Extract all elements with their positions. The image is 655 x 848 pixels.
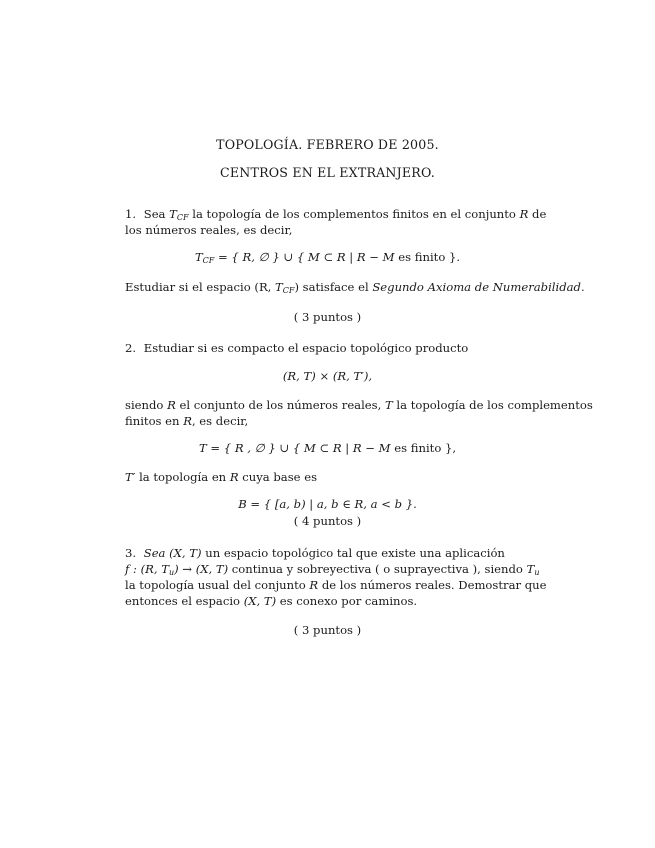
p3-symbol-T: T xyxy=(526,562,535,576)
formula-subscript-cf: CF xyxy=(202,256,215,265)
subscript-cf: CF xyxy=(176,213,189,222)
problem-2-product xyxy=(0,368,655,384)
p2-symbol-T: T xyxy=(385,398,393,412)
problem-2-line-4-a: finitos en xyxy=(125,414,180,428)
problem-3-line-2-b: ) → (X, T) xyxy=(174,562,229,576)
problem-2-formula-rhs: es finito }, xyxy=(394,441,457,455)
problem-1-text-b: la topología de los complementos finitos en el conjunto xyxy=(192,207,516,221)
problem-2-points: ( 4 puntos ) xyxy=(293,514,362,528)
problem-3-line-3-a: la topología usual del conjunto xyxy=(125,578,306,592)
subscript-u: u xyxy=(168,568,175,577)
symbol-T: T xyxy=(169,207,177,221)
problem-2-formula xyxy=(0,440,655,456)
problem-2-line-3-c: la topología de los complementos xyxy=(396,398,593,412)
problem-3-line-1-a: Sea (X, T) xyxy=(143,546,202,560)
problem-1-study xyxy=(125,279,585,299)
symbol-R: R xyxy=(519,207,529,221)
problem-3-line-4-a: entonces el espacio xyxy=(125,594,241,608)
p2-symbol-R-3: R xyxy=(229,470,239,484)
problem-3-line-3 xyxy=(125,577,546,593)
study-symbol-T: T xyxy=(275,280,283,294)
problem-2-line-1 xyxy=(125,340,468,356)
problem-3-line-4-c: es conexo por caminos. xyxy=(279,594,418,608)
study-subscript-cf: CF xyxy=(282,286,295,295)
problem-3-line-4-b: (X, T) xyxy=(243,594,277,608)
problem-3-line-3-b: de los números reales. Demostrar que xyxy=(321,578,547,592)
problem-2-line-5-c: cuya base es xyxy=(242,470,318,484)
exam-subtitle: CENTROS EN EL EXTRANJERO. xyxy=(220,165,435,180)
formula-symbol-T: T xyxy=(194,250,203,264)
exam-title: TOPOLOGÍA. FEBRERO DE 2005. xyxy=(216,137,439,152)
problem-1-line-2: los números reales, es decir, xyxy=(125,223,293,237)
problem-1-study-a: Estudiar si el espacio (R, xyxy=(125,280,272,294)
p2-symbol-R: R xyxy=(167,398,176,412)
problem-3-line-1-b: un espacio topológico tal que existe una aplicación xyxy=(205,546,505,560)
problem-1-axiom: Segundo Axioma de Numerabilidad. xyxy=(372,280,585,294)
problem-2-number: 2. xyxy=(125,341,137,355)
problem-1-formula xyxy=(0,249,655,269)
problem-2-line-4-b: , es decir, xyxy=(191,414,249,428)
problem-2-line-4 xyxy=(125,413,248,429)
problem-2-line-3-a: siendo xyxy=(125,398,164,412)
p2-symbol-T-prime: T′ xyxy=(125,470,136,484)
problem-2-line-3 xyxy=(125,397,593,413)
subscript-u-2: u xyxy=(534,568,540,577)
problem-2-line-5 xyxy=(125,469,317,485)
problem-1-number: 1. xyxy=(125,207,137,221)
problem-1-formula-rhs: es finito }. xyxy=(398,250,461,264)
problem-1-study-b: ) satisface el xyxy=(294,280,369,294)
problem-3-line-2-a: f : (R, T xyxy=(125,562,169,576)
problem-3-number: 3. xyxy=(125,546,137,560)
problem-2-product-text: (R, T) × (R, T′), xyxy=(282,369,373,383)
problem-2-basis xyxy=(0,496,655,512)
p2-symbol-R-2: R xyxy=(183,414,192,428)
problem-1-text-c: de xyxy=(532,207,547,221)
problem-2-line-3-b: el conjunto de los números reales, xyxy=(179,398,382,412)
problem-2-intro: Estudiar si es compacto el espacio topológico producto xyxy=(143,341,469,355)
problem-1-text-a: Sea xyxy=(143,207,166,221)
problem-1-formula-lhs: = { R, ∅ } ∪ { M ⊂ R | R − M xyxy=(218,250,395,264)
p3-symbol-R: R xyxy=(309,578,319,592)
problem-1-points: ( 3 puntos ) xyxy=(293,310,362,324)
problem-3-line-2-c: continua y sobreyectiva ( o suprayectiva ), siendo xyxy=(231,562,523,576)
problem-2-formula-lhs: T = { R , ∅ } ∪ { M ⊂ R | R − M xyxy=(198,441,391,455)
problem-3-line-1 xyxy=(125,545,505,561)
problem-3-points: ( 3 puntos ) xyxy=(293,623,362,637)
problem-2-basis-text: B = { [a, b) | a, b ∈ R, a < b }. xyxy=(238,497,417,511)
problem-2-line-5-b: la topología en xyxy=(139,470,227,484)
problem-3-line-4 xyxy=(125,593,417,609)
